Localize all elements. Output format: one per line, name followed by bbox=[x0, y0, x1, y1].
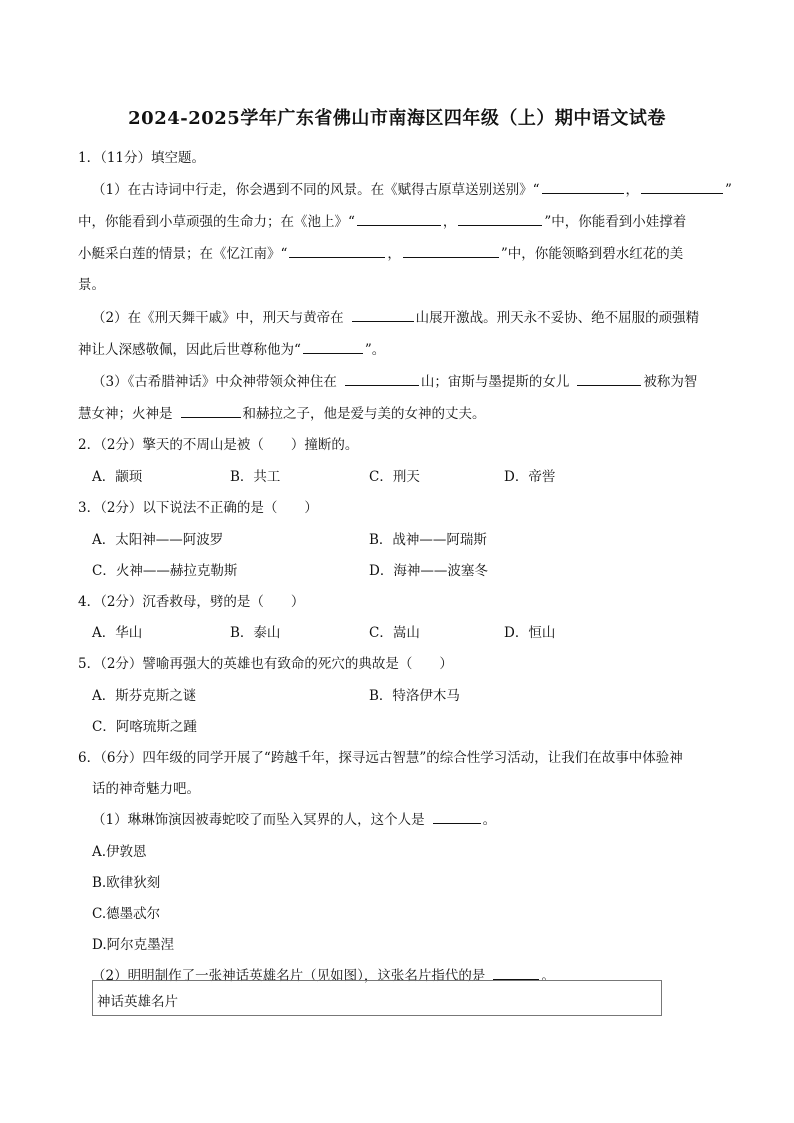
q1-part1-line3 bbox=[78, 242, 683, 262]
answer-blank[interactable] bbox=[357, 211, 441, 226]
q6-sub2-text: （2）明明制作了一张神话英雄名片（见如图），这张名片指代的是 bbox=[92, 968, 486, 984]
q4-option-d[interactable]: D．恒山 bbox=[504, 625, 556, 641]
answer-blank[interactable] bbox=[352, 307, 414, 322]
q1-part2-text-b: 山展开激战。刑天永不妥协、绝不屈服的顽强精 bbox=[415, 310, 700, 326]
q5-option-a[interactable]: A．斯芬克斯之谜 bbox=[92, 688, 197, 704]
comma: ， bbox=[625, 182, 639, 198]
answer-blank[interactable] bbox=[403, 243, 499, 258]
q1-part1-text-e: ”中，你能领略到碧水红花的美 bbox=[500, 246, 684, 262]
q1-part3-text-e: 和赫拉之子，他是爱与美的女神的丈夫。 bbox=[242, 406, 486, 422]
q1-part2-text-a: （2）在《刑天舞干戚》中，刑天与黄帝在 bbox=[92, 310, 344, 326]
q5-option-b[interactable]: B．特洛伊木马 bbox=[369, 688, 460, 704]
q1-part2-text-c: 神让人深感敬佩，因此后世尊称他为“ bbox=[78, 342, 301, 358]
q6-sub1 bbox=[92, 808, 496, 828]
q6-sub1-text: （1）琳琳饰演因被毒蛇咬了而坠入冥界的人，这个人是 bbox=[92, 812, 425, 828]
q4-option-b[interactable]: B．泰山 bbox=[230, 625, 281, 641]
q2-option-d[interactable]: D．帝喾 bbox=[504, 469, 556, 485]
q1-part1-text-a: （1）在古诗词中行走，你会遇到不同的风景。在《赋得古原草送别送别》“ bbox=[92, 182, 540, 198]
q1-part1-line2 bbox=[78, 210, 686, 230]
answer-blank[interactable] bbox=[577, 371, 641, 386]
q1-part1-text-b: 中，你能看到小草顽强的生命力；在《池上》“ bbox=[78, 214, 355, 230]
quote-close: ” bbox=[725, 182, 732, 198]
answer-blank[interactable] bbox=[493, 965, 539, 980]
q1-stem: 1．（11分）填空题。 bbox=[78, 150, 206, 166]
answer-blank[interactable] bbox=[303, 339, 363, 354]
q1-part1-line4: 景。 bbox=[78, 277, 105, 293]
q1-part1-text-c: ”中，你能看到小娃撑着 bbox=[544, 214, 687, 230]
q3-option-d[interactable]: D．海神——波塞冬 bbox=[369, 563, 488, 579]
q1-part3-text-c: 被称为智 bbox=[643, 374, 698, 390]
q3-option-a[interactable]: A．太阳神——阿波罗 bbox=[92, 532, 224, 548]
q1-part3-text-a: （3）《古希腊神话》中众神带领众神住在 bbox=[92, 374, 337, 390]
hero-card-title: 神话英雄名片 bbox=[97, 994, 178, 1010]
answer-blank[interactable] bbox=[641, 179, 723, 194]
q2-option-b[interactable]: B．共工 bbox=[230, 469, 281, 485]
q3-stem: 3．（2分）以下说法不正确的是（ ） bbox=[78, 500, 318, 516]
q6-stem-line2: 话的神奇魅力吧。 bbox=[92, 781, 200, 797]
q1-part1-text-d: 小艇采白莲的情景；在《忆江南》“ bbox=[78, 246, 288, 262]
q2-option-c[interactable]: C．刑天 bbox=[369, 469, 420, 485]
q2-option-a[interactable]: A．颛顼 bbox=[92, 469, 143, 485]
period: 。 bbox=[482, 812, 497, 828]
answer-blank[interactable] bbox=[433, 809, 481, 824]
answer-blank[interactable] bbox=[345, 371, 419, 386]
q2-stem: 2．（2分）擎天的不周山是被（ ）撞断的。 bbox=[78, 437, 359, 453]
answer-blank[interactable] bbox=[542, 179, 624, 194]
answer-blank[interactable] bbox=[181, 403, 241, 418]
comma: ， bbox=[442, 214, 457, 230]
q1-part3-line2 bbox=[78, 402, 486, 422]
q1-part2-line2 bbox=[78, 338, 385, 358]
hero-name-card bbox=[92, 980, 662, 1016]
q6-sub1-option-c[interactable]: C.德墨忒尔 bbox=[92, 906, 161, 922]
period: 。 bbox=[541, 968, 555, 984]
q3-option-b[interactable]: B．战神——阿瑞斯 bbox=[369, 532, 487, 548]
q1-part3-text-b: 山；宙斯与墨提斯的女儿 bbox=[420, 374, 570, 390]
q1-part1-line1 bbox=[92, 178, 732, 198]
q5-option-c[interactable]: C．阿喀琉斯之踵 bbox=[92, 719, 197, 735]
comma: ， bbox=[387, 246, 401, 262]
page-title: 2024-2025学年广东省佛山市南海区四年级（上）期中语文试卷 bbox=[128, 108, 666, 129]
q1-part3-line1 bbox=[92, 370, 697, 390]
q6-sub1-option-d[interactable]: D.阿尔克墨涅 bbox=[92, 937, 175, 953]
q5-stem: 5．（2分）譬喻再强大的英雄也有致命的死穴的典故是（ ） bbox=[78, 656, 453, 672]
q4-option-c[interactable]: C．嵩山 bbox=[369, 625, 420, 641]
q3-option-c[interactable]: C．火神——赫拉克勒斯 bbox=[92, 563, 238, 579]
q4-option-a[interactable]: A．华山 bbox=[92, 625, 143, 641]
answer-blank[interactable] bbox=[458, 211, 542, 226]
q6-sub1-option-b[interactable]: B.欧律狄刻 bbox=[92, 875, 161, 891]
q6-sub1-option-a[interactable]: A.伊敦恩 bbox=[92, 844, 147, 860]
q4-stem: 4．（2分）沉香救母，劈的是（ ） bbox=[78, 594, 305, 610]
q1-part3-text-d: 慧女神；火神是 bbox=[78, 406, 173, 422]
q1-part2-line1 bbox=[92, 306, 699, 326]
q1-part2-text-d: ”。 bbox=[364, 342, 386, 358]
q6-stem-line1: 6．（6分）四年级的同学开展了“跨越千年，探寻远古智慧”的综合性学习活动，让我们在故事中体验神 bbox=[78, 750, 683, 766]
answer-blank[interactable] bbox=[289, 243, 385, 258]
